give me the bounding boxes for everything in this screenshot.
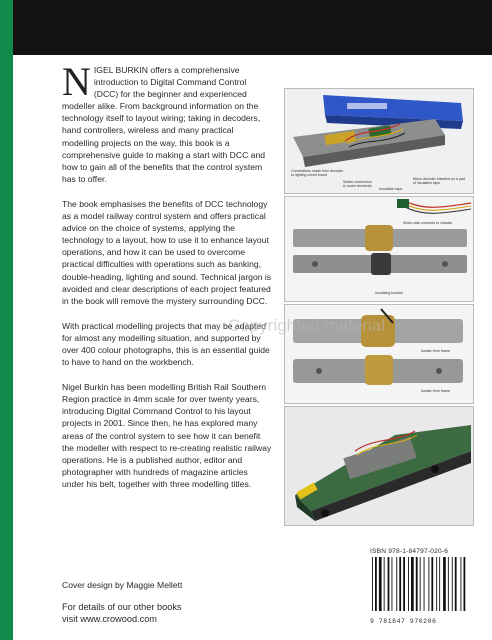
- details-line-1: For details of our other books: [62, 602, 182, 612]
- caption-insulating-bushes: Insulating bushes: [375, 291, 403, 295]
- photo-chassis-motor: [284, 196, 474, 302]
- blurb-text-column: [62, 59, 272, 503]
- caption-isolate-2: Isolate from frame: [421, 389, 450, 393]
- caption-isolate-1: Isolate from frame: [421, 349, 450, 353]
- photo-green-loco: [284, 406, 474, 526]
- paragraph-2: The book emphasises the benefits of DCC technology as a model railway control system and offers practical advice on the choice of systems, applying the technology to a layout, how to use it to enhance layout operations, and how it can be used to overcome practical difficulties with operations such as banking, double-heading, lighting and sound. Technical jargon is avoided and clear descriptions of each project featured in the book will remove the mystery surrounding DCC.: [62, 198, 272, 306]
- caption-insulation-tape: Insulation tape: [379, 187, 403, 191]
- isbn-barcode: [366, 548, 478, 626]
- photo-blue-loco-decoder: [284, 88, 474, 194]
- top-dark-band: [13, 0, 492, 55]
- intro-text: IGEL BURKIN offers a comprehensive introduction to Digital Command Control (DCC) for the beginner and experienced modeller alike. From background information on the technology itself to layout wiring; taking in decoders, hand controllers, wireless and many practical modelling projects on the way, this book is a comprehensive guide to making a start with DCC and how to gain all of the benefits that the control system has to offer.: [62, 65, 266, 184]
- caption-micro-decoder: Micro decoder installed on a pad: [413, 177, 465, 181]
- drop-cap: N: [62, 59, 91, 104]
- barcode-icon: [366, 555, 478, 613]
- caption-micro-decoder-2: of insulation tape: [413, 181, 441, 185]
- cover-design-credit: Cover design by Maggie Mellett: [62, 580, 183, 590]
- paragraph-4: Nigel Burkin has been modelling British Rail Southern Region practice in 4mm scale for over twenty years, introducing Digital Command Control to his layout projects in 2001. Since then, he has explored many areas of the control system to see how it can benefit the modeller with respect to re-creating realistic railway operations. He is a published author, editor and photographer with hundreds of magazine articles under his belt, together with three modelling titles.: [62, 382, 272, 489]
- website-link[interactable]: visit www.crowood.com: [62, 614, 157, 624]
- caption-decoder-connections: Connections made from decoder: [291, 169, 344, 173]
- caption-decoder-connections-2: to lighting circuit board: [291, 173, 327, 177]
- isbn-label: ISBN 978-1-84797-020-6: [370, 548, 449, 555]
- spine-green-bar: [0, 0, 13, 640]
- caption-solder: Solder connection: [343, 180, 372, 184]
- intro-paragraph: [62, 59, 272, 185]
- caption-solder-2: to motor terminals: [343, 184, 372, 188]
- photo-chassis-isolation: [284, 304, 474, 404]
- paragraph-3: With practical modelling projects that may be adapted for almost any modelling situation, and supported by over 400 colour photographs, this is an essential guide to have to hand on the workbench.: [62, 320, 270, 368]
- barcode-digits: 9 781847 970206: [370, 618, 437, 625]
- copyright-watermark: Copyrighted material: [228, 316, 385, 335]
- more-books-info: [62, 601, 182, 625]
- caption-motor-side: Motor side connects to chassis: [403, 221, 453, 225]
